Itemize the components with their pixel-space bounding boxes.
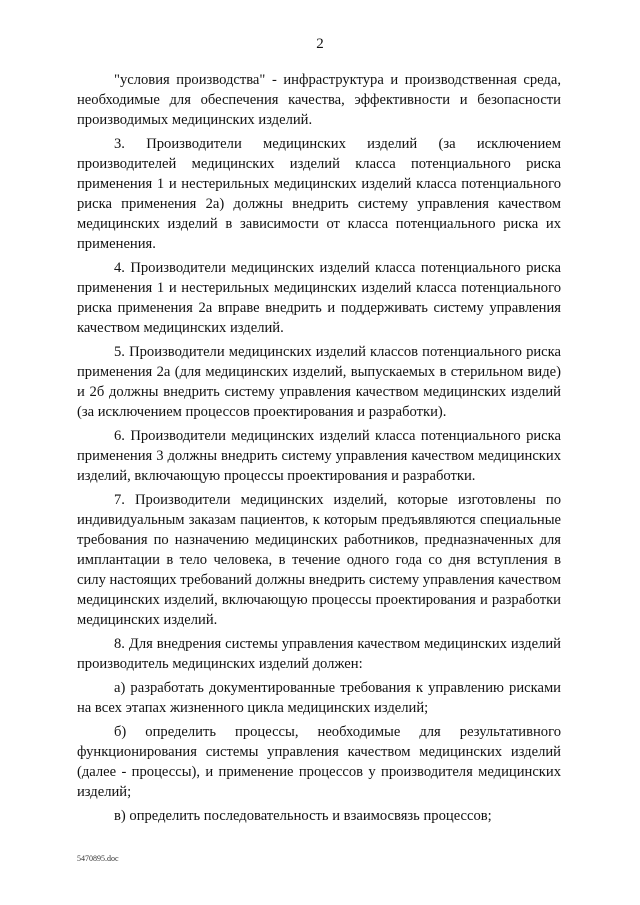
- paragraph-subitem-a: а) разработать документированные требования к управлению рисками на всех этапах жизненного цикла медицинских изделий;: [77, 680, 561, 716]
- paragraph-item-6: 6. Производители медицинских изделий класса потенциального риска применения 3 должны внедрить систему управления качеством медицинских изделий, включающую процессы проектирования и разработки.: [77, 428, 561, 484]
- paragraph-item-8: 8. Для внедрения системы управления качеством медицинских изделий производитель медицинских изделий должен:: [77, 636, 561, 672]
- paragraph-subitem-b: б) определить процессы, необходимые для результативного функционирования системы управления качеством медицинских изделий (далее - процессы), и применение процессов у производителя медицинских изделий;: [77, 724, 561, 800]
- paragraph-item-3: 3. Производители медицинских изделий (за исключением производителей медицинских изделий класса потенциального риска применения 1 и нестерильных медицинских изделий класса потенциального риска применения 2а) должны внедрить систему управления качеством медицинских изделий в зависимости от класса потенциального риска их применения.: [77, 136, 561, 252]
- paragraph-definition-production-conditions: "условия производства" - инфраструктура и производственная среда, необходимые для обеспечения качества, эффективности и безопасности производимых медицинских изделий.: [77, 72, 561, 128]
- page-number: 2: [316, 36, 324, 52]
- document-body: [77, 70, 561, 830]
- paragraph-subitem-v: в) определить последовательность и взаимосвязь процессов;: [114, 808, 492, 824]
- paragraph-item-5: 5. Производители медицинских изделий классов потенциального риска применения 2а (для медицинских изделий, выпускаемых в стерильном виде) и 2б должны внедрить систему управления качеством медицинских изделий (за исключением процессов проектирования и разработки).: [77, 344, 561, 420]
- document-file-reference: 5470895.doc: [77, 854, 119, 863]
- paragraph-item-4: 4. Производители медицинских изделий класса потенциального риска применения 1 и нестерильных медицинских изделий класса потенциального риска применения 2а вправе внедрить и поддерживать систему управления качеством медицинских изделий.: [77, 260, 561, 336]
- paragraph-item-7: 7. Производители медицинских изделий, которые изготовлены по индивидуальным заказам пациентов, к которым предъявляются специальные требования по назначению медицинских работников, предназначенных для имплантации в тело человека, в течение одного года со дня вступления в силу настоящих требований должны внедрить систему управления качеством медицинских изделий, включающую процессы проектирования и разработки медицинских изделий.: [77, 492, 561, 628]
